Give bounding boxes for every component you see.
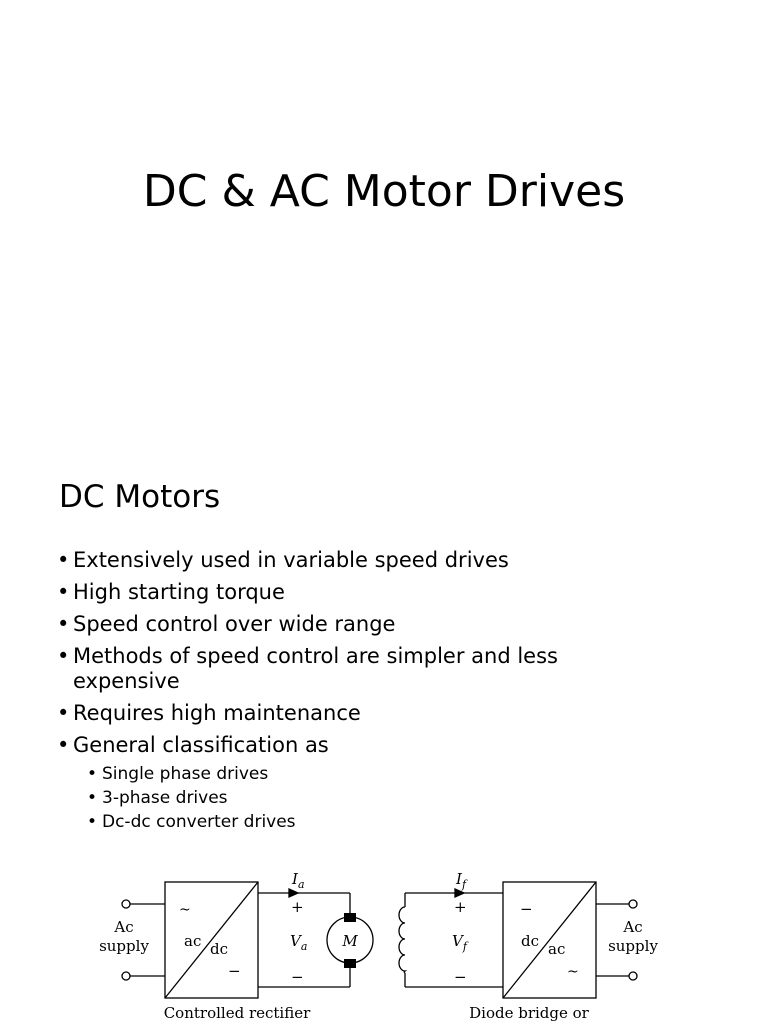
bullet-item: • Speed control over wide range — [57, 612, 657, 637]
current-subscript: f — [461, 878, 467, 891]
right-voltage-label — [452, 932, 469, 953]
sub-bullet-item: • Single phase drives — [87, 762, 657, 786]
left-voltage-label — [290, 932, 307, 953]
voltage-subscript: a — [300, 940, 308, 953]
voltage-symbol: V — [452, 932, 463, 950]
voltage-symbol: V — [290, 932, 301, 950]
left-current-label — [291, 870, 305, 891]
right-plus: + — [454, 898, 467, 916]
left-plus: + — [291, 898, 304, 916]
left-caption: Controlled rectifier — [163, 1004, 311, 1022]
current-symbol: I — [456, 870, 462, 888]
motor-drive-diagram — [90, 862, 670, 1024]
left-conv-out: dc — [210, 940, 229, 958]
bullet-item: • Requires high maintenance — [57, 701, 657, 726]
left-conv-minus: − — [228, 962, 241, 980]
right-tilde: ~ — [567, 964, 579, 980]
right-supply-line2: supply — [608, 937, 658, 955]
left-conv-in: ac — [184, 932, 202, 950]
bullet-item: • High starting torque — [57, 580, 657, 605]
bullet-item — [57, 733, 657, 834]
bullet-list — [57, 548, 657, 841]
left-tilde: ~ — [179, 902, 191, 918]
field-winding-coil — [399, 907, 405, 973]
current-subscript: a — [297, 878, 305, 891]
right-conv-minus: − — [520, 900, 533, 918]
left-supply-line1: Ac — [114, 918, 134, 936]
right-conv-out: ac — [548, 940, 566, 958]
motor-label: M — [342, 932, 358, 950]
bullet-item: • Extensively used in variable speed drives — [57, 548, 657, 573]
right-supply-line1: Ac — [623, 918, 643, 936]
bullet-item: • Methods of speed control are simpler and less expensive — [57, 644, 613, 694]
right-conv-in: dc — [521, 932, 540, 950]
sub-bullet-item: • Dc-dc converter drives — [87, 810, 657, 834]
bullet-text: General classification as — [73, 733, 329, 757]
voltage-subscript: f — [462, 940, 467, 953]
sub-bullet-list — [73, 762, 657, 834]
left-supply-line2: supply — [99, 937, 149, 955]
section-title: DC Motors — [59, 479, 221, 515]
right-caption: Diode bridge or — [469, 1004, 589, 1022]
slide-title: DC & AC Motor Drives — [142, 166, 626, 217]
right-minus: − — [454, 968, 467, 986]
left-minus: − — [291, 968, 304, 986]
current-symbol: I — [292, 870, 298, 888]
right-current-label — [455, 870, 468, 891]
sub-bullet-item: • 3-phase drives — [87, 786, 657, 810]
